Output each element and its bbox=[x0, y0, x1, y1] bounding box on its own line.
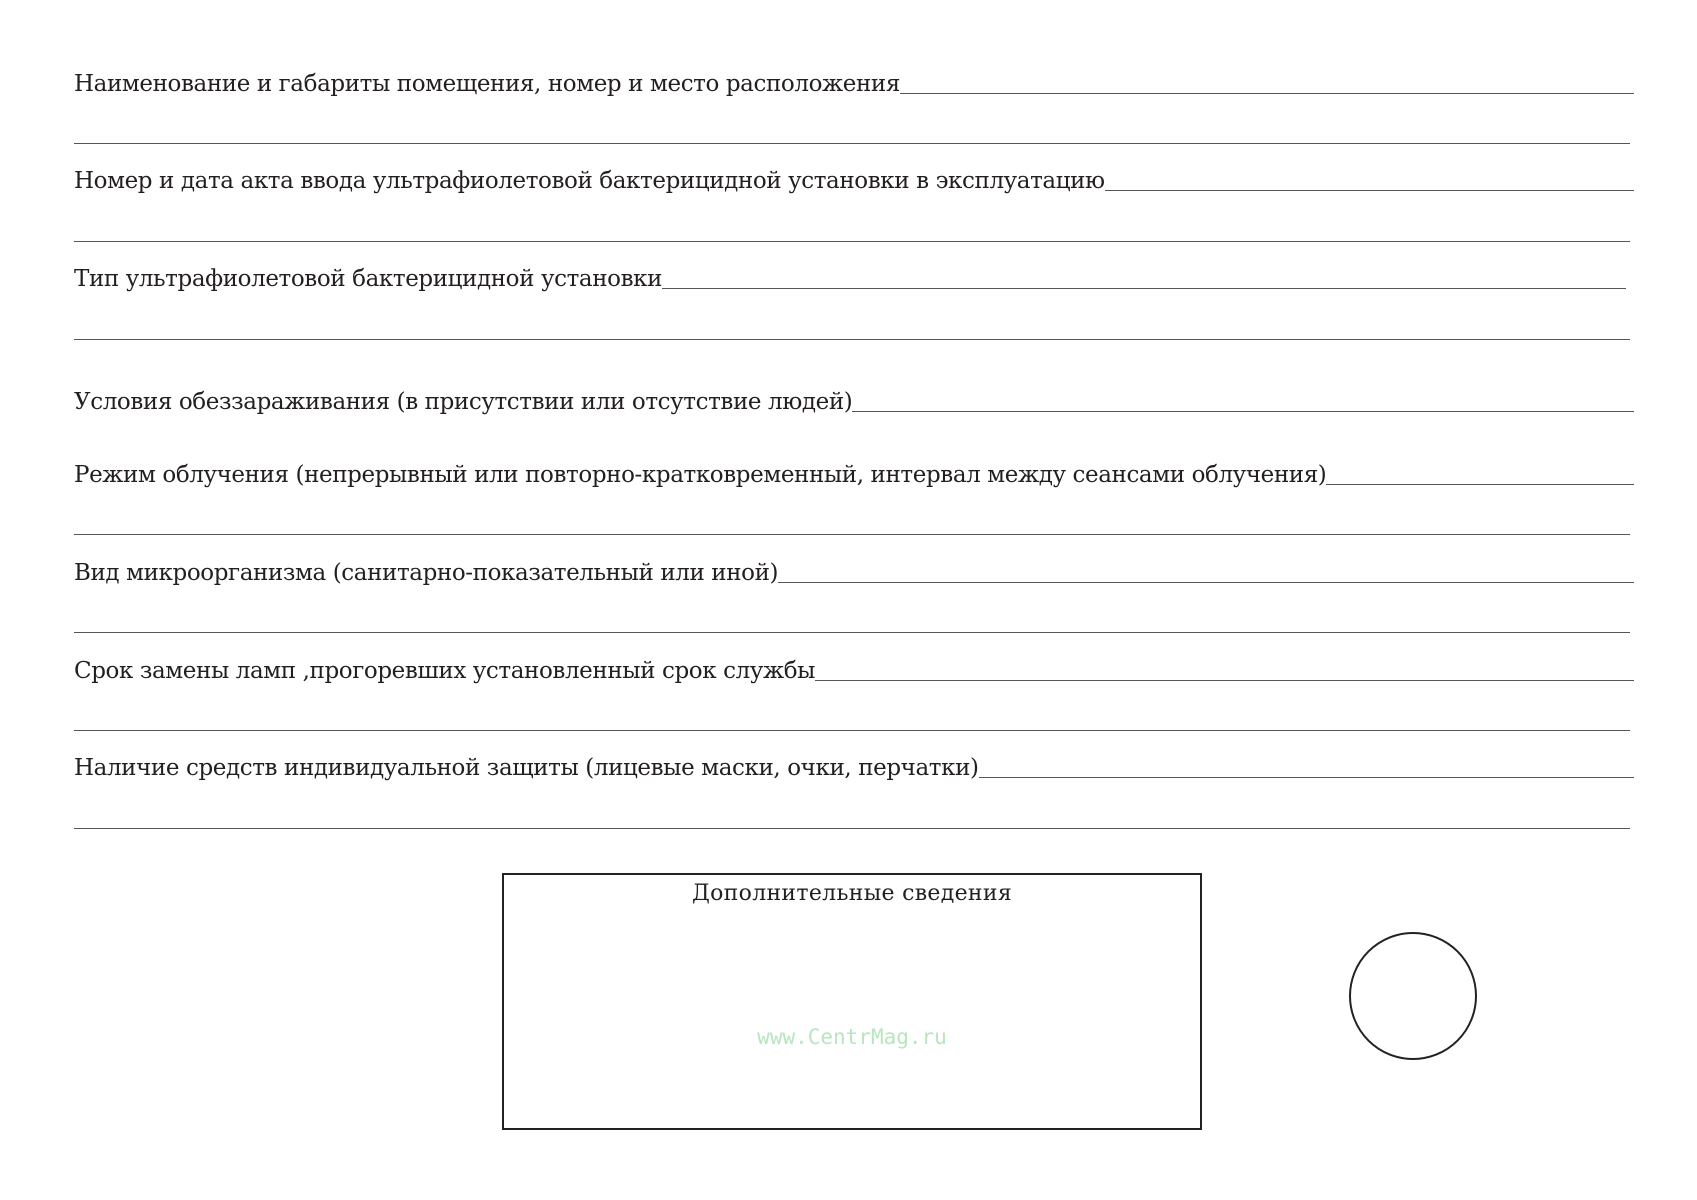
fill-line-continuation[interactable] bbox=[74, 339, 1630, 340]
field-disinfection-conditions bbox=[74, 389, 1634, 415]
fill-line-continuation[interactable] bbox=[74, 730, 1630, 731]
fill-line[interactable] bbox=[662, 288, 1626, 289]
fill-line[interactable] bbox=[778, 582, 1634, 583]
fill-line[interactable] bbox=[1326, 484, 1634, 485]
additional-info-box[interactable] bbox=[502, 873, 1202, 1130]
field-installation-type bbox=[74, 266, 1634, 292]
stamp-circle bbox=[1349, 932, 1477, 1060]
fill-line-continuation[interactable] bbox=[74, 241, 1630, 242]
fill-line-continuation[interactable] bbox=[74, 143, 1630, 144]
fill-line-continuation[interactable] bbox=[74, 534, 1630, 535]
fill-line[interactable] bbox=[852, 411, 1634, 412]
field-label: Тип ультрафиолетовой бактерицидной установки bbox=[74, 266, 663, 292]
fill-line[interactable] bbox=[815, 680, 1634, 681]
field-label: Номер и дата акта ввода ультрафиолетовой бактерицидной установки в эксплуатацию bbox=[74, 168, 1105, 194]
field-commission-act bbox=[74, 168, 1634, 194]
fill-line-continuation[interactable] bbox=[74, 632, 1630, 633]
field-irradiation-mode bbox=[74, 462, 1634, 488]
field-room-name bbox=[74, 71, 1634, 97]
field-lamp-replacement bbox=[74, 658, 1634, 684]
fill-line[interactable] bbox=[979, 777, 1634, 778]
field-label: Вид микроорганизма (санитарно-показательный или иной) bbox=[74, 560, 779, 586]
fill-line[interactable] bbox=[1105, 190, 1634, 191]
fill-line-continuation[interactable] bbox=[74, 828, 1630, 829]
watermark: www.CentrMag.ru bbox=[757, 1025, 947, 1049]
field-label: Условия обеззараживания (в присутствии или отсутствие людей) bbox=[74, 389, 853, 415]
field-protective-equipment bbox=[74, 755, 1634, 781]
field-label: Срок замены ламп ,прогоревших установленный срок службы bbox=[74, 658, 816, 684]
fill-line[interactable] bbox=[900, 93, 1634, 94]
field-microorganism bbox=[74, 560, 1634, 586]
field-label: Режим облучения (непрерывный или повторно-кратковременный, интервал между сеансами облучения) bbox=[74, 462, 1327, 488]
additional-info-title: Дополнительные сведения bbox=[691, 881, 1013, 906]
field-label: Наименование и габариты помещения, номер и место расположения bbox=[74, 71, 900, 97]
field-label: Наличие средств индивидуальной защиты (лицевые маски, очки, перчатки) bbox=[74, 755, 979, 781]
